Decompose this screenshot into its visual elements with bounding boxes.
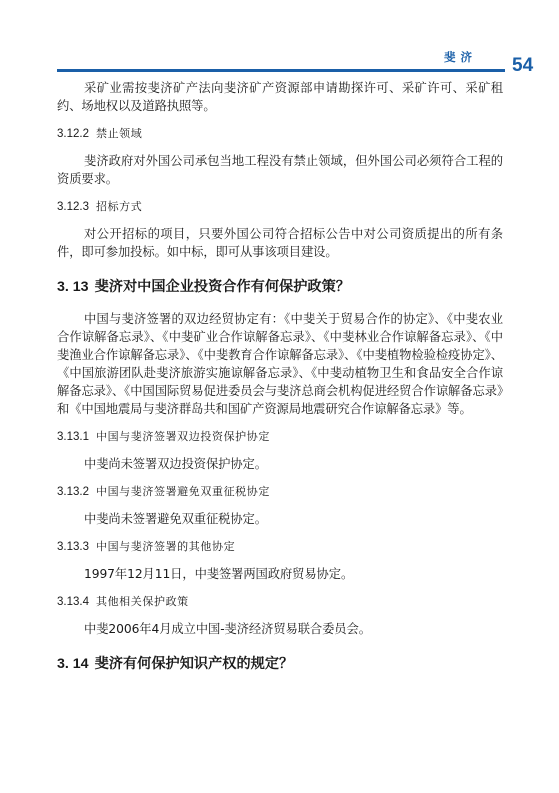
subsection-title: 招标方式 <box>95 200 143 213</box>
subsection-number: 3.12.2 <box>57 128 89 140</box>
paragraph-double-taxation: 中斐尚未签署避免双重征税协定。 <box>84 512 267 526</box>
subsection-heading-3-12-3 <box>57 199 503 215</box>
header-rule <box>57 69 505 72</box>
subsection-heading-3-13-4 <box>57 594 503 610</box>
paragraph-bilateral-agreements: 中国与斐济签署的双边经贸协定有：《中斐关于贸易合作的协定》、《中斐农业合作谅解备忘录》、《中斐矿业合作谅解备忘录》、《中斐林业合作谅解备忘录》、《中斐渔业合作谅解备忘录》、《中斐教育合作谅解备忘录》、《中斐植物检验检疫协定》、《中国旅游团队赴斐济旅游实施谅解备忘录》、《中斐动植物卫生和食品安全合作谅解备忘录》、《中国国际贸易促进委员会与斐济总商会机构促进经贸合作谅解备忘录》和《中国地震局与斐济群岛共和国矿产资源局地震研究合作谅解备忘录》等。 <box>57 312 503 416</box>
paragraph-prohibited-fields: 斐济政府对外国公司承包当地工程没有禁止领域，但外国公司必须符合工程的资质要求。 <box>57 154 503 186</box>
subsection-number: 3.13.2 <box>57 486 89 498</box>
section-heading-3-14 <box>57 654 503 674</box>
subsection-title: 中国与斐济签署避免双重征税协定 <box>95 485 270 498</box>
subsection-title: 中国与斐济签署的其他协定 <box>95 540 236 553</box>
subsection-title: 禁止领域 <box>95 127 143 140</box>
section-number: 3. 13 <box>57 279 89 295</box>
paragraph-other-agreements: 1997年12月11日，中斐签署两国政府贸易协定。 <box>84 567 354 581</box>
paragraph-bidding: 对公开招标的项目，只要外国公司符合招标公告中对公司资质提出的所有条件，即可参加投标。如中标，即可从事该项目建设。 <box>57 227 503 259</box>
paragraph-investment-protection: 中斐尚未签署双边投资保护协定。 <box>84 457 267 471</box>
section-title: 斐济对中国企业投资合作有何保护政策？ <box>94 279 350 295</box>
paragraph-other-policies: 中斐2006年4月成立中国-斐济经济贸易联合委员会。 <box>84 622 371 636</box>
subsection-number: 3.12.3 <box>57 201 89 213</box>
subsection-heading-3-13-1 <box>57 429 503 445</box>
subsection-heading-3-13-3 <box>57 539 503 555</box>
page-body <box>57 79 503 674</box>
subsection-heading-3-12-2 <box>57 126 503 142</box>
subsection-title: 中国与斐济签署双边投资保护协定 <box>95 430 270 443</box>
subsection-heading-3-13-2 <box>57 484 503 500</box>
section-title: 斐济有何保护知识产权的规定？ <box>94 656 294 672</box>
section-number: 3. 14 <box>57 656 89 672</box>
running-header-country: 斐济 <box>444 50 477 64</box>
subsection-number: 3.13.3 <box>57 541 89 553</box>
subsection-number: 3.13.1 <box>57 431 89 443</box>
section-heading-3-13 <box>57 277 503 297</box>
subsection-number: 3.13.4 <box>57 596 89 608</box>
subsection-title: 其他相关保护政策 <box>95 595 189 608</box>
page-number: 54 <box>512 55 534 76</box>
paragraph-mining-permits: 采矿业需按斐济矿产法向斐济矿产资源部申请勘探许可、采矿许可、采矿租约、场地权以及道路执照等。 <box>57 81 503 113</box>
